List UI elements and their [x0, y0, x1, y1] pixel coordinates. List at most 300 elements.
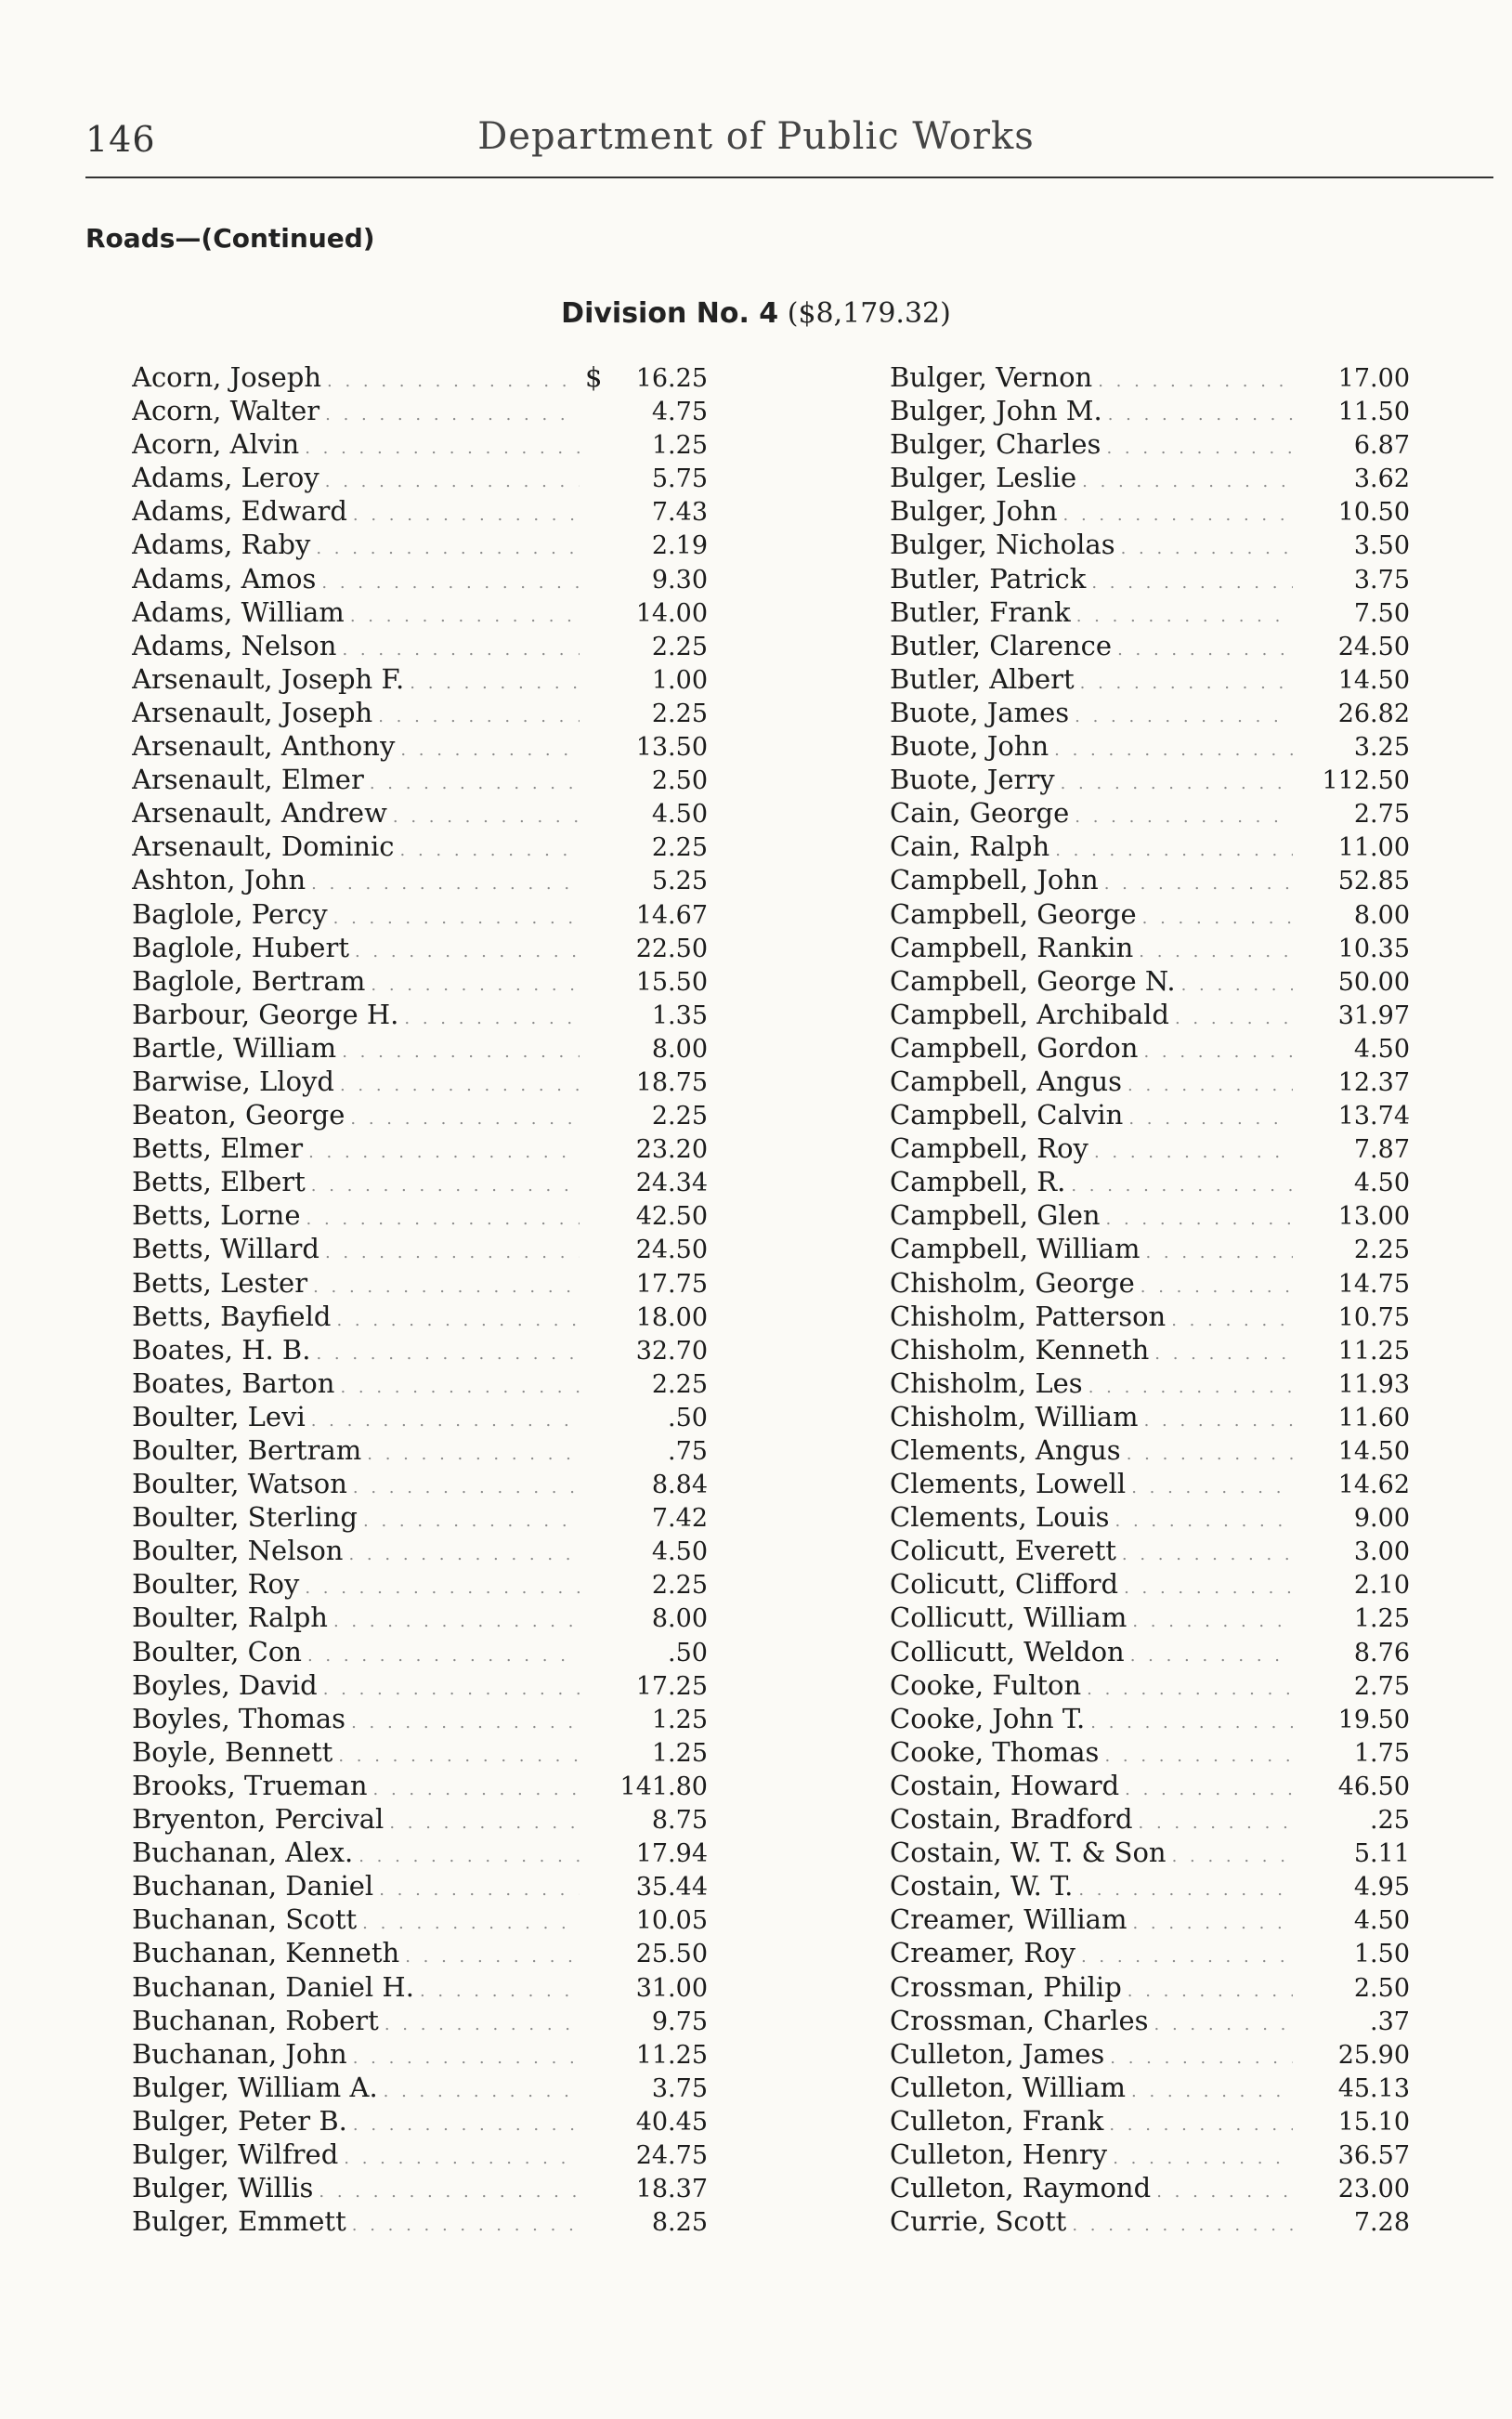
entry-amount: 36.57 — [1337, 2140, 1410, 2170]
leader-dots — [1124, 1572, 1293, 1601]
division-heading — [0, 297, 1512, 330]
entry-name: Bartle, William — [132, 1031, 337, 1064]
leader-dots — [1098, 365, 1293, 394]
leader-dots — [353, 1471, 580, 1500]
entry-name: Boyles, David — [132, 1668, 318, 1701]
list-item — [132, 1936, 708, 1969]
leader-dots — [1145, 1236, 1293, 1265]
entry-amount: 9.00 — [1353, 1504, 1410, 1534]
leader-dots — [333, 1605, 580, 1634]
list-item — [890, 1165, 1410, 1198]
entry-name: Campbell, Angus — [890, 1065, 1122, 1097]
leader-dots — [306, 1203, 580, 1232]
list-item — [132, 1970, 708, 2004]
entry-amount: 2.25 — [651, 699, 708, 728]
list-item — [890, 830, 1410, 863]
entry-amount: 2.75 — [1353, 1671, 1410, 1701]
leader-dots — [342, 634, 580, 662]
list-item — [890, 629, 1410, 662]
list-item — [890, 1098, 1410, 1131]
header-rule — [85, 177, 1493, 178]
leader-dots — [1054, 734, 1293, 763]
entry-amount: 1.25 — [651, 1705, 708, 1734]
entry-name: Culleton, Henry — [890, 2138, 1108, 2170]
entry-name: Arsenault, Joseph F. — [132, 662, 405, 695]
entry-amount: 31.00 — [635, 1973, 708, 2003]
entry-amount: 24.75 — [635, 2140, 708, 2170]
entry-name: Baglole, Percy — [132, 897, 328, 930]
entry-name: Butler, Frank — [890, 595, 1071, 628]
entry-amount: 4.50 — [651, 800, 708, 830]
list-item — [890, 427, 1410, 461]
leader-dots — [393, 801, 580, 830]
entry-amount: 3.00 — [1353, 1537, 1410, 1567]
list-item — [132, 360, 708, 394]
leader-dots — [384, 2075, 580, 2104]
leader-dots — [1106, 1203, 1293, 1232]
leader-dots — [1131, 2075, 1293, 2104]
entry-name: Buchanan, Alex. — [132, 1837, 354, 1869]
list-item — [890, 1500, 1410, 1534]
entry-amount: 8.75 — [651, 1806, 708, 1836]
leader-dots — [305, 1572, 580, 1601]
leader-dots — [353, 499, 580, 528]
leader-dots — [1132, 1605, 1293, 1634]
entry-name: Boulter, Roy — [132, 1568, 300, 1601]
entry-name: Bulger, Peter B. — [132, 2104, 347, 2137]
leader-dots — [1106, 432, 1293, 461]
entry-amount: 5.75 — [651, 464, 708, 494]
leader-dots — [1181, 969, 1293, 998]
entry-amount: 16.25 — [635, 364, 708, 393]
entry-amount: 1.35 — [651, 1000, 708, 1030]
list-item — [132, 897, 708, 931]
leader-dots — [1131, 1471, 1293, 1500]
entry-amount: 25.90 — [1337, 2040, 1410, 2070]
entry-amount: 4.95 — [1353, 1873, 1410, 1903]
entry-name: Bulger, Vernon — [890, 361, 1093, 393]
leader-dots — [1090, 1706, 1293, 1735]
entry-amount: 11.25 — [1337, 1336, 1410, 1366]
list-item — [132, 696, 708, 729]
division-name: Division No. 4 — [561, 297, 779, 330]
leader-dots — [1142, 902, 1293, 931]
leader-dots — [352, 2209, 580, 2238]
list-item — [132, 1702, 708, 1735]
entry-amount: 32.70 — [635, 1336, 708, 1366]
list-item — [890, 1635, 1410, 1668]
entry-amount: 10.75 — [1337, 1302, 1410, 1332]
entry-amount: 10.50 — [1337, 498, 1410, 528]
entry-amount: .50 — [668, 1403, 708, 1432]
entry-name: Arsenault, Anthony — [132, 730, 396, 763]
leader-dots — [1125, 1773, 1293, 1802]
leader-dots — [389, 1807, 580, 1836]
entry-name: Boulter, Levi — [132, 1400, 306, 1432]
list-item — [132, 394, 708, 427]
list-item — [132, 1500, 708, 1534]
entry-amount: 22.50 — [635, 934, 708, 963]
leader-dots — [340, 1069, 580, 1098]
entry-amount: 19.50 — [1337, 1705, 1410, 1734]
entry-amount: 1.50 — [1353, 1940, 1410, 1969]
list-item — [132, 2104, 708, 2138]
leader-dots — [1139, 1807, 1293, 1836]
entry-amount: 2.25 — [651, 632, 708, 661]
list-item — [132, 1668, 708, 1702]
leader-dots — [1075, 801, 1293, 830]
entry-amount: 6.87 — [1353, 431, 1410, 461]
list-item — [132, 1534, 708, 1567]
leader-dots — [1141, 1271, 1293, 1300]
leader-dots — [1087, 1673, 1293, 1702]
list-item — [132, 1031, 708, 1065]
entry-amount: 11.60 — [1337, 1403, 1410, 1432]
entry-name: Buote, Jerry — [890, 764, 1055, 796]
leader-dots — [325, 1236, 580, 1265]
entry-amount: 14.00 — [635, 598, 708, 628]
entry-amount: 2.25 — [1353, 1236, 1410, 1265]
entry-amount: 4.75 — [651, 398, 708, 427]
leader-dots — [340, 1371, 580, 1400]
list-item — [890, 2071, 1410, 2104]
entry-name: Betts, Bayfield — [132, 1300, 332, 1332]
list-item — [890, 2004, 1410, 2037]
leader-dots — [371, 969, 580, 998]
leader-dots — [1143, 1036, 1293, 1065]
leader-dots — [1104, 868, 1293, 896]
entry-name: Boulter, Bertram — [132, 1434, 362, 1466]
entry-name: Costain, W. T. — [890, 1870, 1074, 1903]
left-column-list — [132, 360, 708, 2238]
entry-name: Adams, Edward — [132, 495, 347, 528]
leader-dots — [410, 667, 580, 696]
entry-name: Buchanan, John — [132, 2037, 347, 2070]
entry-amount: 10.05 — [635, 1906, 708, 1936]
running-head: Department of Public Works — [477, 115, 1035, 158]
entry-name: Bulger, Nicholas — [890, 529, 1115, 561]
entry-name: Cooke, John T. — [890, 1702, 1086, 1734]
entry-amount: 14.75 — [1337, 1269, 1410, 1299]
entry-amount: 3.50 — [1353, 531, 1410, 561]
entry-name: Campbell, Archibald — [890, 998, 1169, 1030]
entry-name: Chisholm, Patterson — [890, 1300, 1167, 1332]
leader-dots — [1082, 465, 1293, 494]
leader-dots — [1081, 1941, 1293, 1969]
entry-name: Betts, Elmer — [132, 1132, 304, 1165]
entry-amount: 2.25 — [651, 1102, 708, 1131]
entry-name: Campbell, Rankin — [890, 931, 1134, 963]
entry-amount: 7.50 — [1353, 598, 1410, 628]
entry-amount: 17.00 — [1337, 364, 1410, 393]
list-item — [890, 1534, 1410, 1567]
entry-name: Collicutt, William — [890, 1602, 1127, 1634]
entry-name: Bulger, John — [890, 495, 1058, 528]
list-item — [132, 1198, 708, 1232]
entry-amount: 15.50 — [635, 967, 708, 997]
entry-name: Adams, Raby — [132, 529, 311, 561]
list-item — [890, 1735, 1410, 1769]
entry-amount: 5.11 — [1353, 1839, 1410, 1869]
leader-dots — [311, 1170, 580, 1198]
leader-dots — [363, 1505, 580, 1534]
entry-name: Boulter, Watson — [132, 1468, 347, 1500]
entry-amount: 1.25 — [651, 431, 708, 461]
entry-amount: 40.45 — [635, 2107, 708, 2137]
list-item — [890, 1131, 1410, 1165]
leader-dots — [342, 1036, 580, 1065]
list-item — [890, 2138, 1410, 2171]
entry-amount: 3.75 — [1353, 565, 1410, 595]
list-item — [890, 1300, 1410, 1333]
entry-name: Campbell, Gordon — [890, 1031, 1139, 1064]
entry-amount: 1.75 — [1353, 1738, 1410, 1768]
leader-dots — [1175, 1002, 1293, 1031]
page-number: 146 — [85, 119, 156, 160]
entry-name: Bryenton, Percival — [132, 1803, 385, 1836]
entry-amount: 8.00 — [651, 1034, 708, 1064]
entry-name: Crossman, Charles — [890, 2004, 1149, 2036]
entry-name: Boulter, Sterling — [132, 1501, 358, 1534]
list-item — [132, 1300, 708, 1333]
list-item — [890, 1333, 1410, 1366]
leader-dots — [1117, 634, 1293, 662]
entry-amount: 2.25 — [651, 1369, 708, 1399]
entry-name: Clements, Lowell — [890, 1468, 1127, 1500]
entry-name: Ashton, John — [132, 864, 306, 896]
list-item — [132, 2071, 708, 2104]
entry-name: Boates, H. B. — [132, 1333, 311, 1366]
entry-name: Buchanan, Daniel — [132, 1870, 374, 1903]
entry-amount: 13.50 — [635, 733, 708, 763]
list-item — [890, 1802, 1410, 1836]
entry-name: Costain, W. T. & Son — [890, 1837, 1167, 1869]
entry-amount: 11.50 — [1337, 398, 1410, 427]
leader-dots — [1130, 1640, 1293, 1668]
entry-name: Bulger, Emmett — [132, 2205, 346, 2238]
entry-amount: 4.50 — [651, 1537, 708, 1567]
list-item — [132, 1802, 708, 1836]
entry-amount: 8.25 — [651, 2208, 708, 2238]
entry-name: Chisholm, Kenneth — [890, 1333, 1150, 1366]
entry-name: Culleton, James — [890, 2037, 1105, 2070]
entry-amount: 7.87 — [1353, 1135, 1410, 1165]
leader-dots — [305, 432, 580, 461]
list-item — [132, 1735, 708, 1769]
list-item — [890, 1467, 1410, 1500]
list-item — [132, 1869, 708, 1903]
list-item — [890, 1232, 1410, 1265]
entry-name: Currie, Scott — [890, 2205, 1067, 2238]
list-item — [132, 1098, 708, 1131]
entry-amount: .75 — [668, 1437, 708, 1466]
list-item — [890, 2104, 1410, 2138]
list-item — [132, 830, 708, 863]
entry-amount: 112.50 — [1322, 766, 1410, 796]
leader-dots — [1171, 1304, 1293, 1333]
list-item — [890, 595, 1410, 629]
list-item — [132, 2138, 708, 2171]
entry-amount: 14.67 — [635, 900, 708, 930]
entry-amount: 4.50 — [1353, 1906, 1410, 1936]
entry-name: Buote, James — [890, 696, 1070, 728]
entry-name: Bulger, Charles — [890, 428, 1101, 461]
leader-dots — [1115, 1505, 1294, 1534]
list-item — [890, 1400, 1410, 1433]
list-item — [890, 528, 1410, 561]
entry-amount: 45.13 — [1337, 2073, 1410, 2103]
list-item — [890, 1903, 1410, 1936]
entry-amount: 18.75 — [635, 1067, 708, 1097]
entry-name: Arsenault, Joseph — [132, 696, 373, 728]
leader-dots — [358, 1840, 580, 1869]
leader-dots — [325, 465, 580, 494]
entry-name: Butler, Clarence — [890, 629, 1113, 661]
entry-amount: 25.50 — [635, 1940, 708, 1969]
entry-amount: 15.10 — [1337, 2107, 1410, 2137]
leader-dots — [319, 2176, 580, 2204]
list-item — [890, 461, 1410, 494]
entry-name: Acorn, Alvin — [132, 428, 300, 461]
entry-name: Buchanan, Robert — [132, 2004, 379, 2036]
list-item — [132, 863, 708, 896]
leader-dots — [1121, 532, 1293, 561]
entry-amount: 2.10 — [1353, 1571, 1410, 1601]
entry-amount: 18.00 — [635, 1302, 708, 1332]
entry-amount: 2.50 — [1353, 1973, 1410, 2003]
list-item — [890, 1266, 1410, 1300]
list-item — [890, 2037, 1410, 2071]
entry-name: Costain, Howard — [890, 1769, 1120, 1801]
leader-dots — [355, 935, 580, 964]
entry-amount: 2.50 — [651, 766, 708, 796]
entry-amount: .37 — [1370, 2007, 1410, 2036]
leader-dots — [1061, 767, 1293, 796]
list-item — [132, 562, 708, 595]
entry-name: Bulger, John M. — [890, 395, 1102, 427]
list-item — [890, 1869, 1410, 1903]
entry-amount: 14.50 — [1337, 665, 1410, 695]
leader-dots — [1113, 2142, 1293, 2171]
leader-dots — [1104, 1740, 1293, 1769]
leader-dots — [370, 767, 580, 796]
entry-amount: .25 — [1370, 1806, 1410, 1836]
entry-name: Chisholm, Les — [890, 1366, 1083, 1399]
leader-dots — [1071, 1170, 1293, 1198]
entry-name: Baglole, Bertram — [132, 964, 366, 997]
entry-name: Campbell, Glen — [890, 1199, 1101, 1232]
entry-amount: 4.50 — [1353, 1034, 1410, 1064]
entry-name: Bulger, Leslie — [890, 462, 1077, 494]
leader-dots — [1154, 2008, 1293, 2037]
list-item — [890, 662, 1410, 696]
leader-dots — [336, 1304, 580, 1333]
leader-dots — [325, 399, 580, 427]
list-item — [132, 964, 708, 998]
entry-name: Bulger, Willis — [132, 2172, 314, 2204]
entry-amount: 17.94 — [635, 1839, 708, 1869]
leader-dots — [316, 532, 580, 561]
entry-name: Cooke, Fulton — [890, 1668, 1082, 1701]
leader-dots — [1156, 2176, 1293, 2204]
entry-name: Cain, Ralph — [890, 830, 1050, 863]
list-item — [132, 2037, 708, 2071]
list-item — [890, 863, 1410, 896]
entry-name: Campbell, George — [890, 897, 1137, 930]
entry-amount: 24.50 — [1337, 632, 1410, 661]
leader-dots — [362, 1907, 580, 1936]
list-item — [890, 1031, 1410, 1065]
entry-name: Clements, Louis — [890, 1501, 1110, 1534]
list-item — [890, 1601, 1410, 1634]
list-item — [890, 1366, 1410, 1400]
entry-amount: 7.43 — [651, 498, 708, 528]
entry-name: Butler, Albert — [890, 662, 1075, 695]
leader-dots — [1109, 2109, 1293, 2138]
entry-amount: 26.82 — [1337, 699, 1410, 728]
list-item — [132, 729, 708, 763]
list-item — [890, 1668, 1410, 1702]
entry-name: Buchanan, Daniel H. — [132, 1970, 414, 2003]
leader-dots — [379, 1874, 580, 1903]
list-item — [890, 998, 1410, 1031]
entry-name: Cooke, Thomas — [890, 1735, 1100, 1768]
entry-name: Arsenault, Andrew — [132, 797, 387, 830]
entry-amount: 17.25 — [635, 1671, 708, 1701]
entry-amount: 11.93 — [1337, 1369, 1410, 1399]
leader-dots — [338, 1740, 580, 1769]
entry-name: Brooks, Trueman — [132, 1769, 368, 1801]
entry-name: Betts, Lester — [132, 1266, 308, 1299]
entry-name: Boyles, Thomas — [132, 1702, 346, 1734]
leader-dots — [1139, 935, 1293, 964]
list-item — [132, 1366, 708, 1400]
entry-amount: 31.97 — [1337, 1000, 1410, 1030]
entry-amount: 50.00 — [1337, 967, 1410, 997]
entry-amount: 8.76 — [1353, 1638, 1410, 1667]
list-item — [890, 729, 1410, 763]
list-item — [132, 1333, 708, 1366]
entry-name: Barwise, Lloyd — [132, 1065, 334, 1097]
list-item — [890, 1970, 1410, 2004]
list-item — [132, 494, 708, 528]
entry-amount: 13.00 — [1337, 1202, 1410, 1232]
entry-name: Creamer, William — [890, 1903, 1127, 1936]
leader-dots — [1172, 1840, 1293, 1869]
list-item — [132, 1836, 708, 1869]
entry-amount: 23.20 — [635, 1135, 708, 1165]
list-item — [132, 1467, 708, 1500]
entry-name: Betts, Lorne — [132, 1199, 301, 1232]
list-item — [132, 629, 708, 662]
entry-name: Adams, William — [132, 595, 345, 628]
leader-dots — [313, 1271, 580, 1300]
entry-amount: 8.84 — [651, 1471, 708, 1500]
entry-amount: 23.00 — [1337, 2175, 1410, 2204]
leader-dots — [307, 1640, 580, 1668]
entry-name: Betts, Willard — [132, 1233, 319, 1265]
entry-amount: 13.74 — [1337, 1102, 1410, 1131]
entry-name: Arsenault, Dominic — [132, 830, 395, 863]
entry-amount: 2.25 — [651, 833, 708, 863]
list-item — [132, 1131, 708, 1165]
entry-amount: 17.75 — [635, 1269, 708, 1299]
entry-amount: 42.50 — [635, 1202, 708, 1232]
entry-name: Campbell, John — [890, 864, 1099, 896]
leader-dots — [1055, 834, 1293, 863]
entry-amount: 12.37 — [1337, 1067, 1410, 1097]
leader-dots — [1091, 567, 1293, 595]
